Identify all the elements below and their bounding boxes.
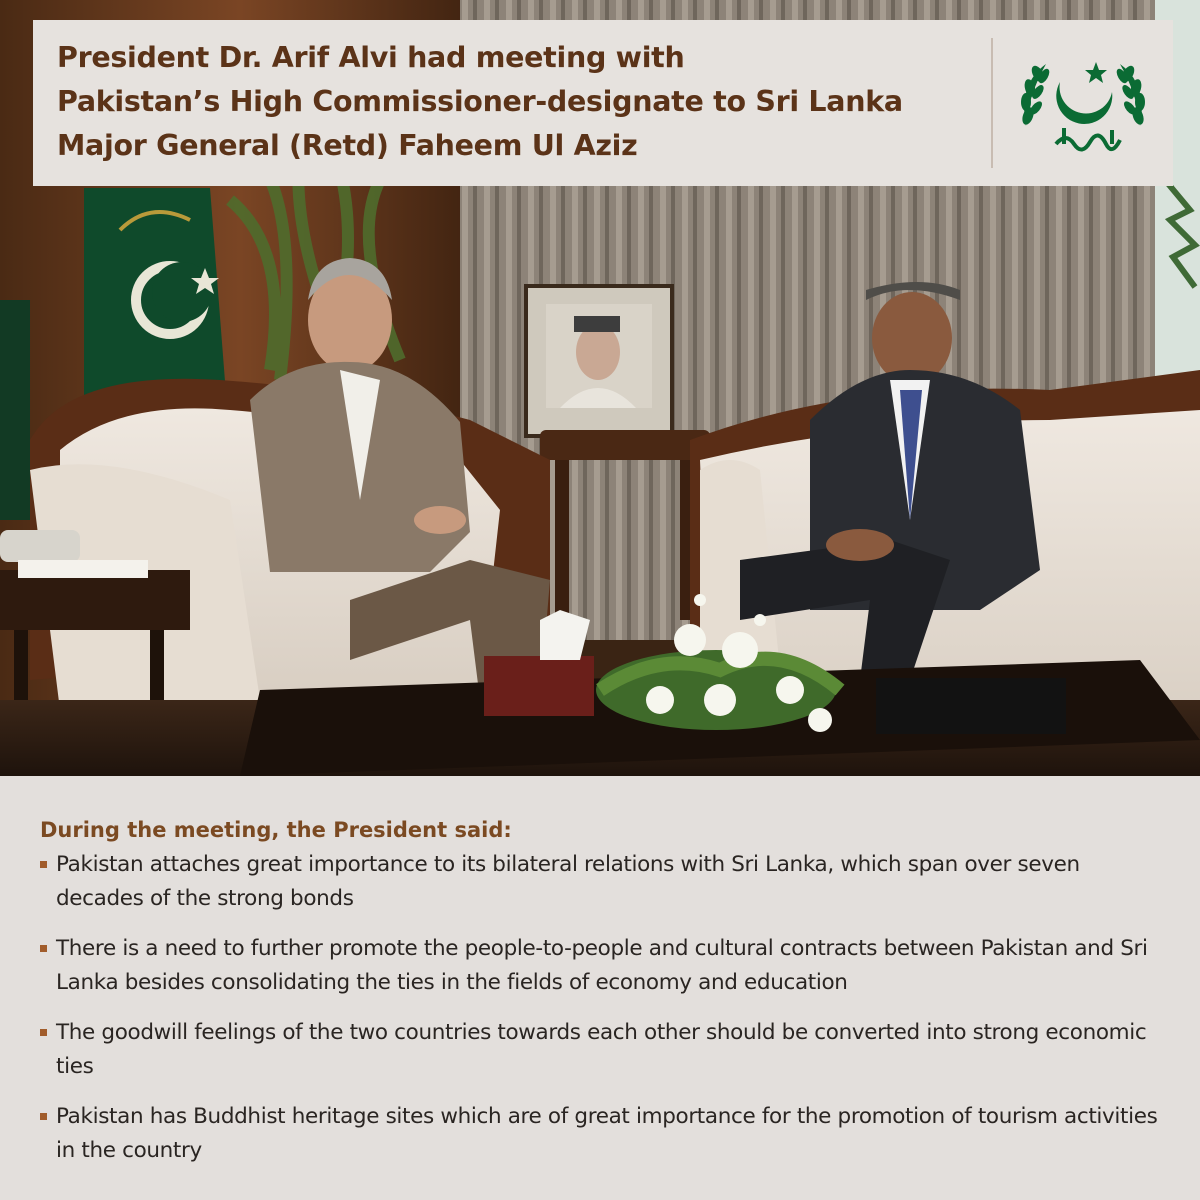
list-item xyxy=(40,1100,1170,1168)
headline-line-1: President Dr. Arif Alvi had meeting with xyxy=(57,41,685,74)
headline xyxy=(57,36,977,168)
list-item-text: Pakistan attaches great importance to its bilateral relations with Sri Lanka, which span over seven decades of the strong bonds xyxy=(56,852,1080,911)
list-item-text: Pakistan has Buddhist heritage sites which are of great importance for the promotion of tourism activities in the country xyxy=(56,1104,1158,1163)
crescent-star-wreath-icon xyxy=(1008,44,1158,164)
statement-list xyxy=(40,848,1170,1184)
bullet-square-icon xyxy=(40,1113,47,1120)
headline-line-2: Pakistan’s High Commissioner-designate to Sri Lanka xyxy=(57,85,903,118)
title-banner xyxy=(33,20,1173,186)
list-item xyxy=(40,932,1170,1000)
tissue-box xyxy=(484,656,594,716)
box-on-table xyxy=(876,678,1066,734)
statement-lead: During the meeting, the President said: xyxy=(40,818,512,842)
bullet-square-icon xyxy=(40,1029,47,1036)
headline-line-3: Major General (Retd) Faheem Ul Aziz xyxy=(57,129,638,162)
bullet-square-icon xyxy=(40,945,47,952)
title-divider xyxy=(991,38,993,168)
list-item-text: There is a need to further promote the people-to-people and cultural contracts between Pakistan and Sri Lanka besides consolidating the ties in the fields of economy and education xyxy=(56,936,1148,995)
bullet-square-icon xyxy=(40,861,47,868)
telephone xyxy=(0,530,80,562)
list-item xyxy=(40,1016,1170,1084)
list-item-text: The goodwill feelings of the two countries towards each other should be converted into strong economic ties xyxy=(56,1020,1147,1079)
list-item xyxy=(40,848,1170,916)
statement-panel xyxy=(0,776,1200,1200)
